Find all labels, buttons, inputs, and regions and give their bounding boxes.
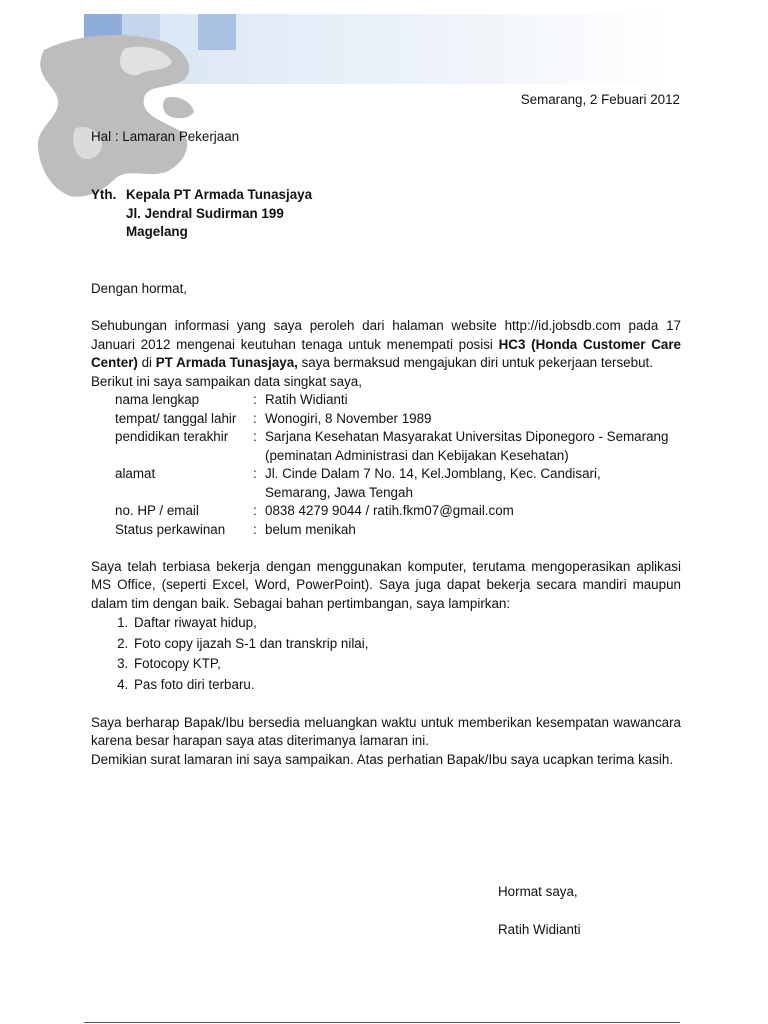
data-value: 0838 4279 9044 / ratih.fkm07@gmail.com [265,503,514,518]
footer-divider [84,1022,680,1023]
data-key: no. HP / email [115,503,199,518]
data-value: belum menikah [265,521,356,537]
data-value: Ratih Widianti [265,392,348,407]
position-name: HC3 (Honda Customer [498,336,646,352]
data-key: alamat [115,466,156,481]
recipient-line: Jl. Jendral Sudirman 199 [126,205,284,221]
data-value-line: (peminatan Administrasi dan Kebijakan Kesehatan) [265,447,569,463]
attachment-item: 2. Foto copy ijazah S-1 dan transkrip nilai, [132,634,681,655]
data-key: tempat/ tanggal lahir [115,410,237,426]
data-row [115,391,668,410]
attachment-item: 1. Daftar riwayat hidup, [132,613,681,634]
data-value: Wonogiri, 8 November 1989 [265,410,432,426]
letter-body [91,317,681,769]
data-separator: : [253,503,257,518]
data-separator: : [253,410,257,426]
letter-subject: Hal : Lamaran Pekerjaan [91,129,240,144]
closing-text: wawancara karena besar harapan saya atas diterimanya lamaran ini. [91,714,681,748]
globe-icon [16,28,212,204]
recipient-line: Magelang [126,224,188,239]
personal-data-table [115,391,668,539]
closing-text: Saya berharap Bapak/Ibu bersedia meluangkan waktu untuk memberikan kesempatan [91,714,609,730]
closing-paragraph [91,714,681,751]
intro-text: di [137,355,156,370]
data-row [115,502,668,521]
data-row [115,428,668,465]
recipient-address [91,186,312,242]
intro-text: 17 Januari 2012 mengenai keutuhan tenaga untuk menempati posisi [91,318,681,352]
data-separator: : [253,521,257,537]
data-row [115,410,668,429]
data-separator: : [253,429,257,444]
letter-date: Semarang, 2 Febuari 2012 [520,92,680,107]
attachment-list [91,613,681,695]
closing-salutation: Hormat saya, [498,884,578,899]
data-value [265,465,668,502]
company-name: PT Armada Tunasjaya, [155,355,298,370]
greeting: Dengan hormat, [91,281,188,296]
intro-text: saya bermaksud mengajukan diri untuk pekerjaan [297,355,598,370]
data-value-line: Semarang, Jawa Tengah [265,484,413,500]
skills-text: aplikasi MS Office, (seperti Excel, Word, PowerPoint). Saya juga dapat bekerja secara [91,558,681,592]
data-key: nama lengkap [115,392,200,407]
attachment-item: 3. Fotocopy KTP, [132,654,681,675]
position-name: Care Center) [91,336,681,370]
intro-paragraph [91,317,681,373]
data-key: pendidikan terakhir [115,429,229,444]
recipient-label: Yth. [91,187,117,202]
closing-paragraph [91,751,681,770]
data-row [115,521,668,540]
skills-text: mandiri maupun dalam tim dengan baik. Sebagai bahan pertimbangan, saya lampirkan: [91,577,681,611]
attachment-item: 4. Pas foto diri terbaru. [132,675,681,696]
data-value-line: Jl. Cinde Dalam 7 No. 14, Kel.Jomblang, Kec. Candisari, [265,466,601,481]
recipient-line: Kepala PT Armada Tunasjaya [126,187,313,202]
data-key: Status perkawinan [115,521,226,537]
skills-text: Saya telah terbiasa bekerja dengan menggunakan komputer, terutama mengoperasikan [91,558,631,574]
data-row [115,465,668,502]
data-separator: : [253,392,257,407]
data-value-line: Sarjana Kesehatan Masyarakat Universitas Diponegoro - Semarang [265,429,669,444]
closing-text: kasih. [638,751,674,767]
info-lead: Berikut ini saya sampaikan data singkat saya, [91,373,362,389]
intro-text: tersebut. [600,355,653,370]
signer-name: Ratih Widianti [498,922,581,937]
intro-text: Sehubungan informasi yang saya peroleh dari halaman website http://id.jobsdb.com pada [91,318,659,333]
skills-paragraph [91,558,681,614]
closing-text: Demikian surat lamaran ini saya sampaikan. Atas perhatian Bapak/Ibu saya ucapkan terima [91,751,635,767]
data-value [265,428,668,465]
data-separator: : [253,466,257,481]
